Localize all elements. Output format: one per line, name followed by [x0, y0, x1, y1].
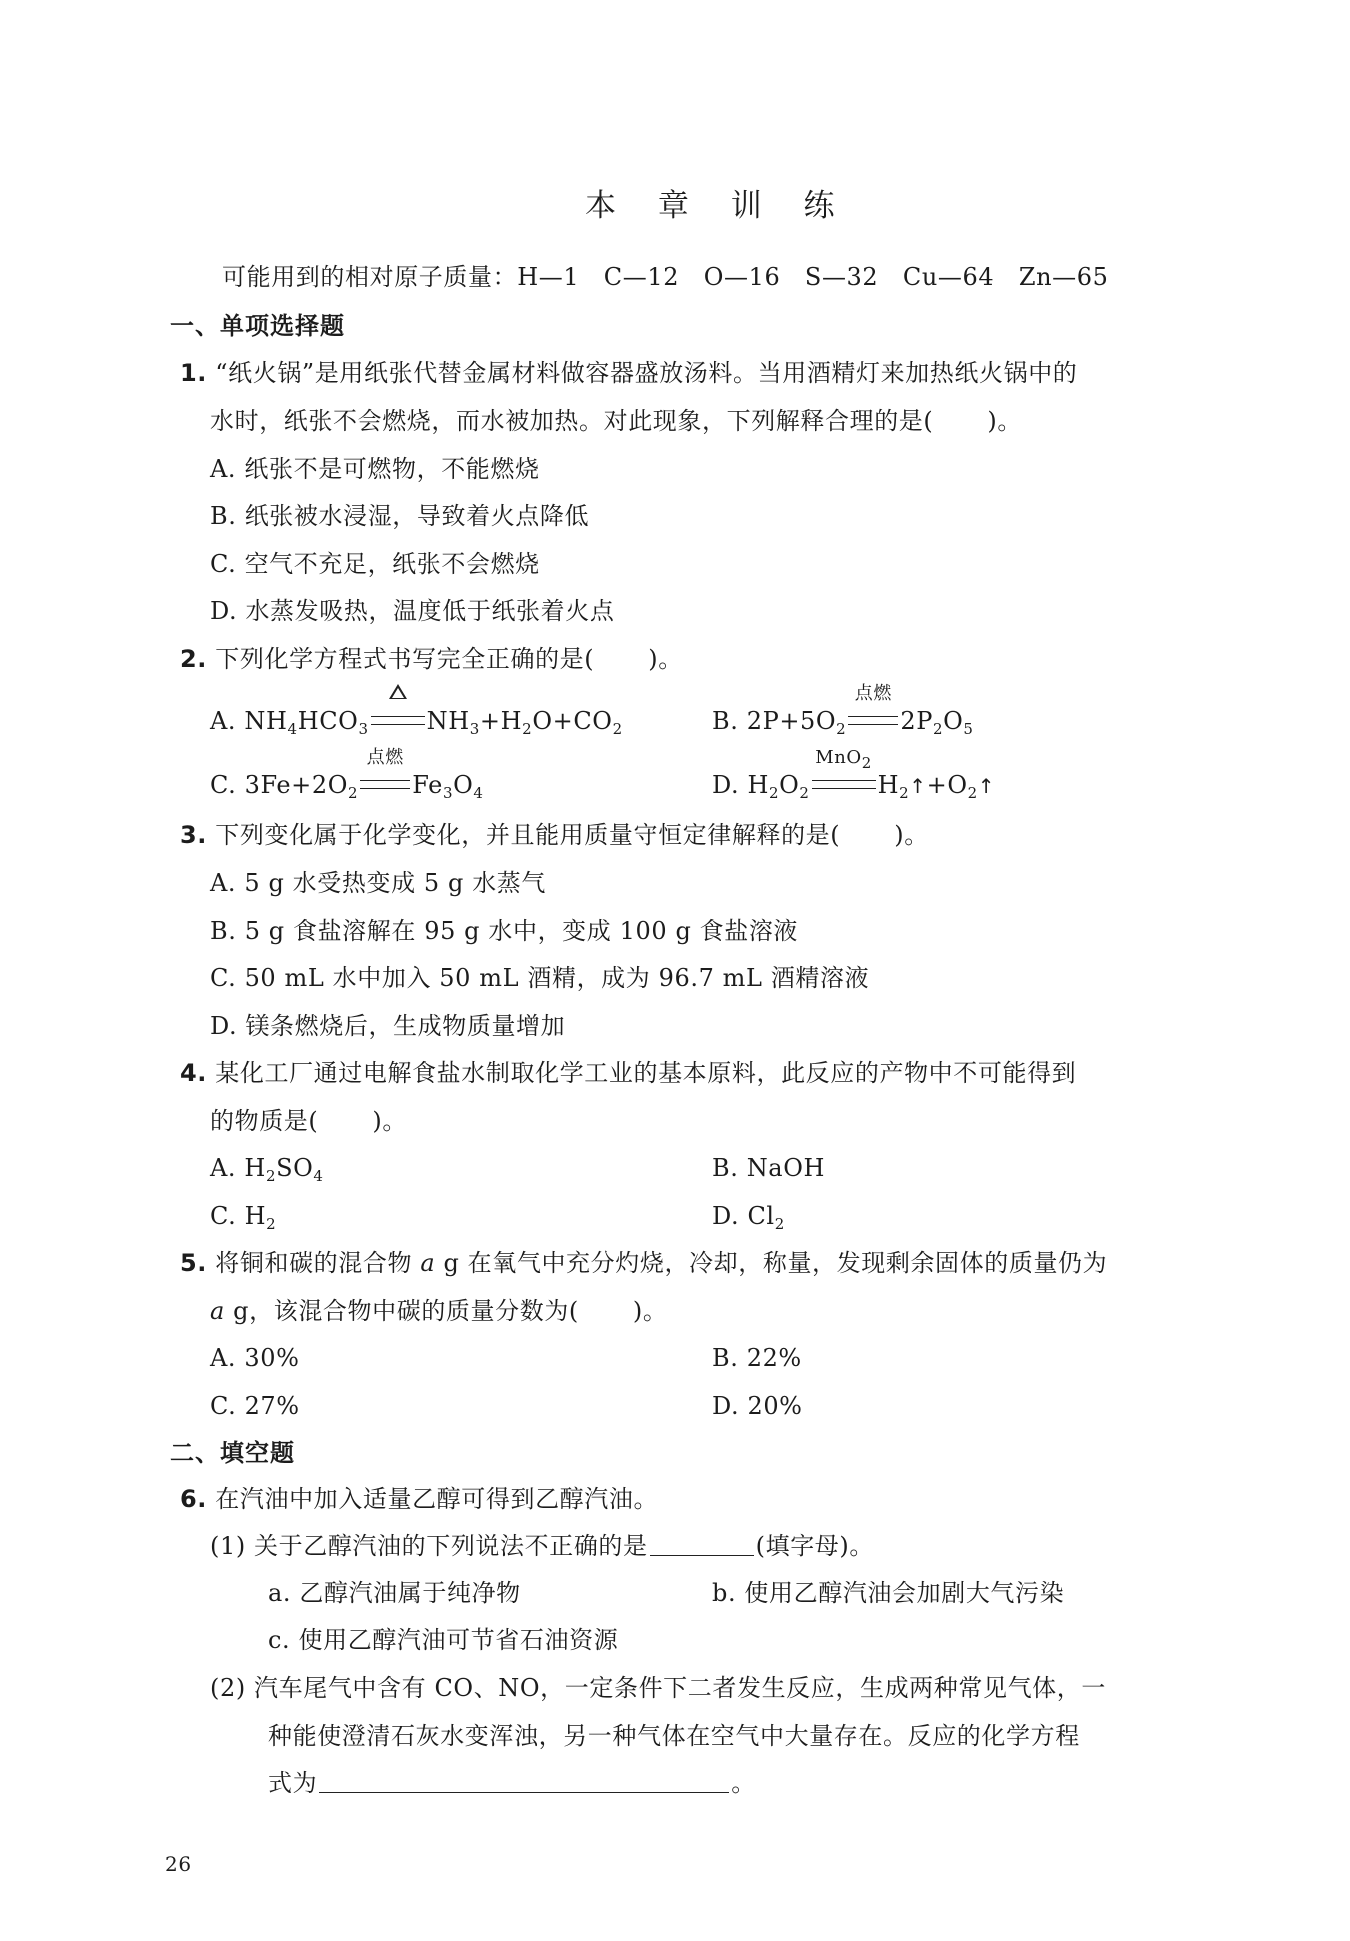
question-number: 2. [180, 645, 208, 673]
atomic-masses: 可能用到的相对原子质量：H—1 C—12 O—16 S—32 Cu—64 Zn—65 [222, 263, 1109, 291]
answer-blank[interactable] [581, 1299, 631, 1321]
reaction-condition: 点燃 [360, 770, 410, 800]
question-4-option-d: D. $Cl_2$ [712, 1202, 785, 1233]
question-2-option-c: C. $3Fe+2O_2$ 点燃 $Fe_3O_4$ [210, 747, 484, 802]
answer-blank[interactable] [650, 1533, 754, 1556]
reaction-condition: MnO$_2$ [812, 770, 876, 800]
option-label: B. [712, 707, 739, 735]
question-text: )。 [372, 1107, 407, 1135]
option-label: D. [712, 771, 740, 799]
heat-triangle-icon [389, 684, 407, 699]
question-5-line-1 [180, 1248, 1107, 1278]
page-number: 26 [165, 1852, 192, 1876]
question-text: g，该混合物中碳的质量分数为( [233, 1297, 579, 1325]
question-5-line-2 [210, 1296, 667, 1326]
option-label: D. [712, 1202, 740, 1230]
option-label: A. [210, 707, 237, 735]
question-4-option-b: B. NaOH [712, 1154, 826, 1182]
question-5-option-b: B. 22% [712, 1344, 802, 1372]
answer-blank[interactable] [596, 647, 646, 669]
question-1-option-b: B. 纸张被水浸湿，导致着火点降低 [210, 502, 590, 530]
reaction-condition: 点燃 [848, 706, 898, 736]
question-text: (1) 关于乙醇汽油的下列说法不正确的是 [210, 1532, 648, 1560]
question-number: 6. [180, 1485, 208, 1513]
question-6-part-2-line-1: (2) 汽车尾气中含有 CO、NO，一定条件下二者发生反应，生成两种常见气体，一 [210, 1674, 1106, 1702]
question-text: 水时，纸张不会燃烧，而水被加热。对此现象，下列解释合理的是( [210, 407, 934, 435]
question-5-option-c: C. 27% [210, 1392, 300, 1420]
question-4-line-2 [210, 1106, 407, 1136]
question-text: )。 [648, 645, 683, 673]
page-title: 本 章 训 练 [585, 188, 851, 224]
question-6-choice-b: b. 使用乙醇汽油会加剧大气污染 [712, 1579, 1065, 1607]
question-6-part-2-line-3 [268, 1768, 756, 1798]
question-1-line-2 [210, 406, 1022, 436]
question-number: 5. [180, 1249, 208, 1277]
section-heading-single-choice: 一、单项选择题 [170, 312, 345, 340]
question-2-option-b: B. $2P+5O_2$ 点燃 $2P_2O_5$ [712, 683, 974, 738]
gas-arrow-icon: ↑ [977, 774, 996, 798]
question-1-line-1 [180, 358, 1077, 388]
answer-blank[interactable] [320, 1109, 370, 1131]
question-text: )。 [987, 407, 1022, 435]
question-text: 将铜和碳的混合物 [215, 1249, 413, 1277]
question-6-part-1 [210, 1531, 874, 1561]
variable-a: a [210, 1297, 225, 1325]
answer-blank[interactable] [842, 823, 892, 845]
question-4-line-1 [180, 1058, 1076, 1088]
question-3-option-a: A. 5 g 水受热变成 5 g 水蒸气 [210, 869, 546, 897]
question-text: g 在氧气中充分灼烧，冷却，称量，发现剩余固体的质量仍为 [443, 1249, 1108, 1277]
question-3-option-d: D. 镁条燃烧后，生成物质量增加 [210, 1012, 566, 1040]
question-text: )。 [894, 821, 929, 849]
question-number: 1. [180, 359, 208, 387]
question-3-option-b: B. 5 g 食盐溶解在 95 g 水中，变成 100 g 食盐溶液 [210, 917, 799, 945]
reaction-condition [371, 706, 425, 736]
question-1-option-a: A. 纸张不是可燃物，不能燃烧 [210, 455, 540, 483]
question-1-option-d: D. 水蒸发吸热，温度低于纸张着火点 [210, 597, 615, 625]
question-6-stem [180, 1484, 658, 1514]
option-label: A. [210, 1154, 237, 1182]
question-text: 下列变化属于化学变化，并且能用质量守恒定律解释的是( [215, 821, 841, 849]
question-text: (填字母)。 [755, 1532, 874, 1560]
answer-blank[interactable] [319, 1770, 729, 1793]
option-label: C. [210, 1202, 237, 1230]
question-3-stem [180, 820, 929, 850]
answer-blank[interactable] [935, 409, 985, 431]
question-5-option-a: A. 30% [210, 1344, 300, 1372]
question-2-stem [180, 644, 683, 674]
question-3-option-c: C. 50 mL 水中加入 50 mL 酒精，成为 96.7 mL 酒精溶液 [210, 964, 870, 992]
question-number: 3. [180, 821, 208, 849]
option-label: C. [210, 771, 237, 799]
question-4-option-a: A. $H_2SO_4$ [210, 1154, 324, 1185]
question-5-option-d: D. 20% [712, 1392, 803, 1420]
question-text: “纸火锅”是用纸张代替金属材料做容器盛放汤料。当用酒精灯来加热纸火锅中的 [215, 359, 1078, 387]
question-6-choice-a: a. 乙醇汽油属于纯净物 [268, 1579, 521, 1607]
question-6-part-2-line-2: 种能使澄清石灰水变浑浊，另一种气体在空气中大量存在。反应的化学方程 [268, 1722, 1080, 1750]
gas-arrow-icon: ↑ [909, 774, 927, 798]
question-1-option-c: C. 空气不充足，纸张不会燃烧 [210, 550, 540, 578]
question-text: 式为 [268, 1769, 318, 1797]
question-text: 。 [731, 1769, 756, 1797]
question-text: 在汽油中加入适量乙醇可得到乙醇汽油。 [215, 1485, 659, 1513]
question-6-choice-c: c. 使用乙醇汽油可节省石油资源 [268, 1626, 619, 1654]
question-2-option-d: D. $H_2O_2$ MnO$_2$ $H_2↑+O_2↑$ [712, 747, 996, 802]
question-2-option-a: A. $NH_4HCO_3$ $NH_3+H_2O+CO_2$ [210, 706, 623, 736]
variable-a: a [420, 1249, 436, 1277]
section-heading-fill-blank: 二、填空题 [170, 1439, 295, 1467]
question-text: 某化工厂通过电解食盐水制取化学工业的基本原料，此反应的产物中不可能得到 [215, 1059, 1077, 1087]
question-number: 4. [180, 1059, 208, 1087]
question-text: )。 [632, 1297, 668, 1325]
question-text: 的物质是( [210, 1107, 319, 1135]
question-4-option-c: C. $H_2$ [210, 1202, 277, 1233]
question-text: 下列化学方程式书写完全正确的是( [215, 645, 595, 673]
